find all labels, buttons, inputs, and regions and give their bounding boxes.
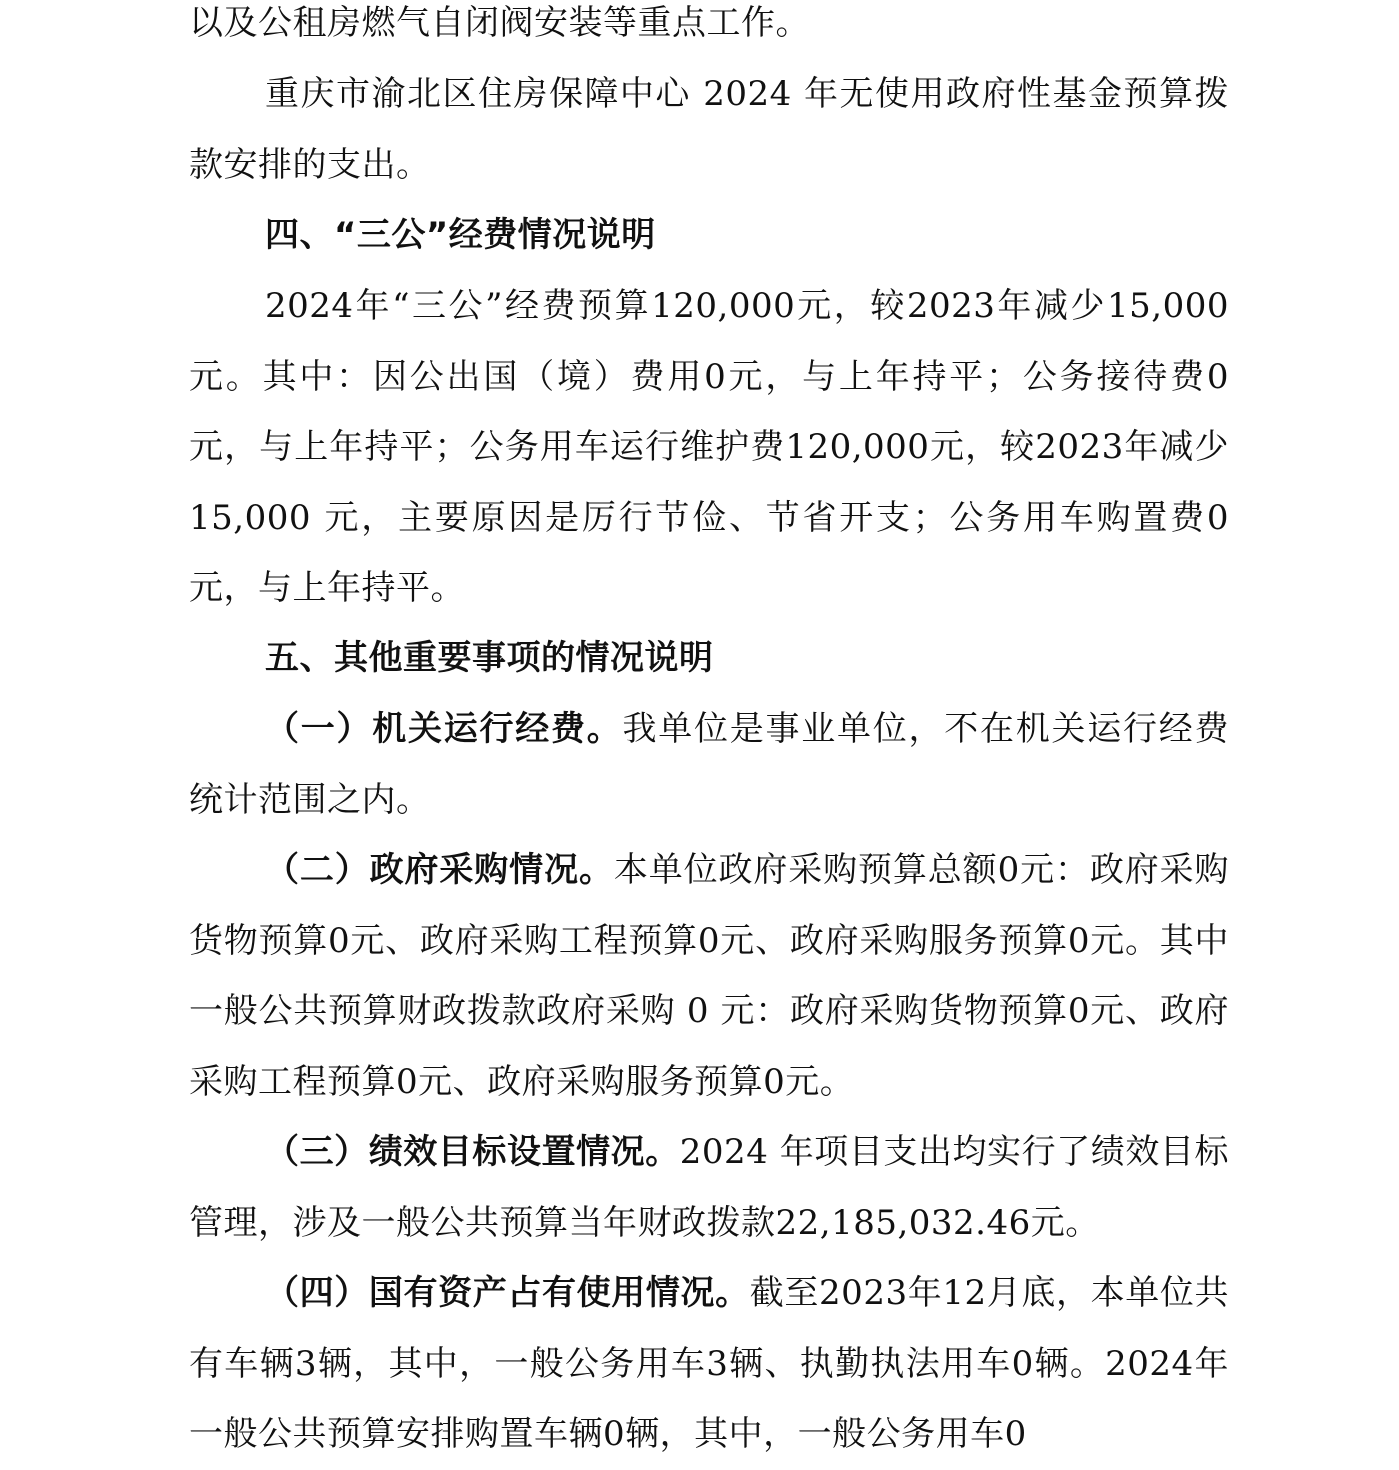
item-4-text: 截至2023年12月底，本单位共有车辆3辆，其中，一般公务用车3辆、执勤执法用车0辆。2024年一般公共预算安排购置车辆0辆，其中，一般公务用车0 (189, 1273, 1229, 1454)
item-1-lead: （一）机关运行经费。 (265, 709, 623, 749)
item-1-text: 我单位是事业单位，不在机关运行经费统计范围之内。 (189, 709, 1229, 820)
section-heading-sangong: 四、“三公”经费情况说明 (265, 215, 656, 255)
paragraph-fund-budget: 重庆市渝北区住房保障中心 2024 年无使用政府性基金预算拨款安排的支出。 (189, 74, 1229, 185)
item-3-text: 2024 年项目支出均实行了绩效目标管理，涉及一般公共预算当年财政拨款22,185,032.46元。 (189, 1132, 1229, 1243)
paragraph-performance-targets (189, 1117, 1229, 1258)
item-2-lead: （二）政府采购情况。 (265, 850, 614, 890)
section-heading-other-matters: 五、其他重要事项的情况说明 (265, 638, 714, 678)
paragraph-sangong-expenses: 2024年“三公”经费预算120,000元，较2023年减少15,000元。其中：因公出国（境）费用0元，与上年持平；公务接待费0元，与上年持平；公务用车运行维护费120,000元，较2023年减少 15,000 元，主要原因是厉行节俭、节省开支；公务用车购置费0元，与上年持平。 (189, 286, 1229, 608)
paragraph-state-assets (189, 1258, 1229, 1470)
item-3-lead: （三）绩效目标设置情况。 (265, 1132, 680, 1172)
item-4-lead: （四）国有资产占有使用情况。 (265, 1273, 750, 1313)
paragraph-operating-expenses (189, 694, 1229, 835)
item-2-text: 本单位政府采购预算总额0元：政府采购货物预算0元、政府采购工程预算0元、政府采购服务预算0元。其中一般公共预算财政拨款政府采购 0 元：政府采购货物预算0元、政府采购工程预算0元、政府采购服务预算0元。 (189, 850, 1229, 1102)
paragraph-continuation: 以及公租房燃气自闭阀安装等重点工作。 (189, 3, 810, 43)
paragraph-government-procurement (189, 835, 1229, 1117)
